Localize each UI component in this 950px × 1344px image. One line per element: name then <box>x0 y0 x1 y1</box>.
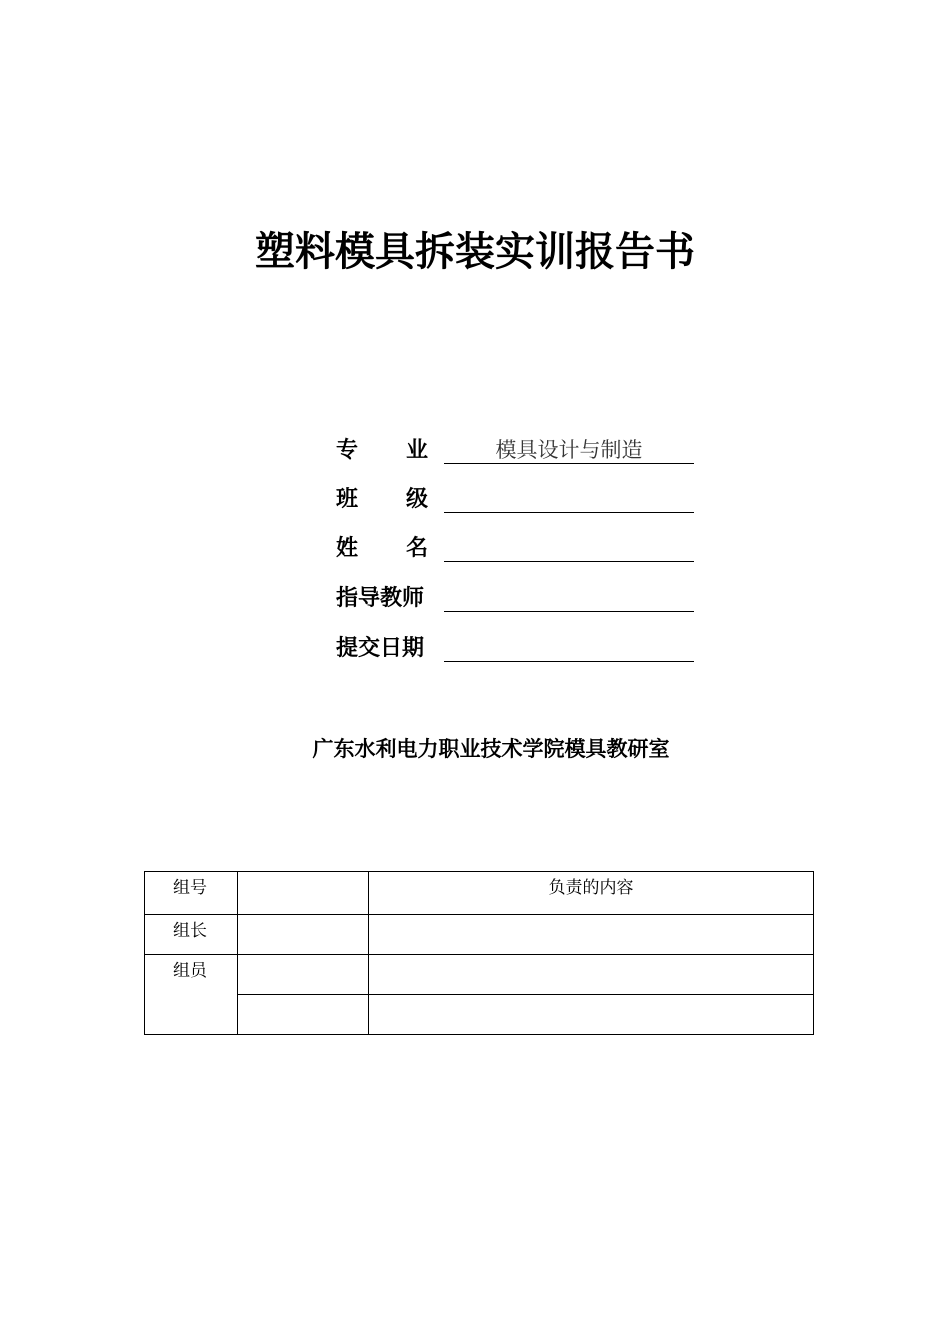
group-number-cell <box>238 872 369 915</box>
table-row <box>145 872 814 915</box>
field-major <box>336 436 696 470</box>
leader-name-cell <box>238 915 369 955</box>
members-label: 组员 <box>145 955 238 1035</box>
field-name-label: 姓名 <box>336 536 477 561</box>
field-class-underline <box>444 512 694 513</box>
member-content-cell <box>369 995 814 1035</box>
field-advisor <box>336 584 696 618</box>
member-name-cell <box>238 955 369 995</box>
table-row <box>145 995 814 1035</box>
field-submit-date-label: 提交日期 <box>336 636 425 661</box>
field-major-label: 专业 <box>336 438 477 463</box>
field-advisor-underline <box>444 611 694 612</box>
table-row <box>145 955 814 995</box>
member-name-cell <box>238 995 369 1035</box>
table-row <box>145 915 814 955</box>
field-class-label: 班级 <box>336 487 477 512</box>
field-class <box>336 485 696 519</box>
field-advisor-label: 指导教师 <box>336 586 425 611</box>
field-submit-date <box>336 634 696 668</box>
content-header: 负责的内容 <box>369 872 814 915</box>
field-major-value: 模具设计与制造 <box>495 438 643 462</box>
field-name <box>336 534 696 568</box>
field-submit-date-underline <box>444 661 694 662</box>
leader-label: 组长 <box>145 915 238 955</box>
member-content-cell <box>369 955 814 995</box>
group-table <box>144 871 814 1035</box>
field-major-underline <box>444 463 694 464</box>
leader-content-cell <box>369 915 814 955</box>
department-name: 广东水利电力职业技术学院模具教研室 <box>312 737 670 761</box>
group-number-label: 组号 <box>145 872 238 915</box>
field-name-underline <box>444 561 694 562</box>
report-title: 塑料模具拆装实训报告书 <box>255 229 695 275</box>
